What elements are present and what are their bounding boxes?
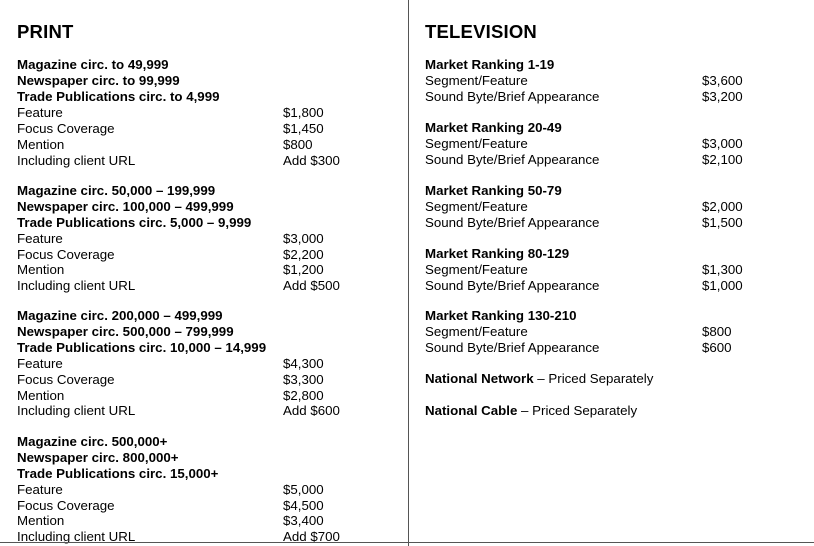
tier-header-magazine: Magazine circ. 200,000 – 499,999 — [17, 308, 223, 323]
item-label-mention: Mention — [17, 388, 65, 403]
item-price-focus-coverage: $2,200 — [283, 247, 324, 262]
ranking-title: Market Ranking 80-129 — [425, 246, 570, 261]
item-label-segment: Segment/Feature — [425, 136, 528, 151]
item-price-segment: $2,000 — [702, 199, 743, 214]
item-label-segment: Segment/Feature — [425, 73, 528, 88]
item-label-feature: Feature — [17, 482, 63, 497]
item-price-feature: $3,000 — [283, 231, 324, 246]
item-label-sound-byte: Sound Byte/Brief Appearance — [425, 215, 600, 230]
national-network-line — [425, 371, 653, 387]
item-price-segment: $800 — [702, 324, 732, 339]
item-price-sound-byte: $1,000 — [702, 278, 743, 293]
item-price-focus-coverage: $1,450 — [283, 121, 324, 136]
item-label-segment: Segment/Feature — [425, 324, 528, 339]
ranking-title: Market Ranking 20-49 — [425, 120, 562, 135]
national-network-name: National Network — [425, 371, 534, 386]
item-label-sound-byte: Sound Byte/Brief Appearance — [425, 152, 600, 167]
item-price-focus-coverage: $4,500 — [283, 498, 324, 513]
national-network-note: – Priced Separately — [533, 371, 654, 386]
item-label-mention: Mention — [17, 513, 65, 528]
ranking-title: Market Ranking 130-210 — [425, 308, 577, 323]
tier-header-trade: Trade Publications circ. to 4,999 — [17, 89, 220, 104]
item-label-feature: Feature — [17, 356, 63, 371]
national-cable-name: National Cable — [425, 403, 518, 418]
item-price-mention: $2,800 — [283, 388, 324, 403]
item-price-mention: $800 — [283, 137, 313, 152]
item-price-mention: $1,200 — [283, 262, 324, 277]
tier-header-trade: Trade Publications circ. 10,000 – 14,999 — [17, 340, 267, 355]
item-price-sound-byte: $2,100 — [702, 152, 743, 167]
item-label-focus-coverage: Focus Coverage — [17, 121, 115, 136]
tier-header-trade: Trade Publications circ. 15,000+ — [17, 466, 219, 481]
ranking-title: Market Ranking 1-19 — [425, 57, 555, 72]
item-label-segment: Segment/Feature — [425, 199, 528, 214]
item-label-sound-byte: Sound Byte/Brief Appearance — [425, 340, 600, 355]
item-label-client-url: Including client URL — [17, 153, 136, 168]
item-price-client-url: Add $700 — [283, 529, 340, 544]
item-price-mention: $3,400 — [283, 513, 324, 528]
item-label-mention: Mention — [17, 262, 65, 277]
tier-header-magazine: Magazine circ. 500,000+ — [17, 434, 168, 449]
item-price-client-url: Add $500 — [283, 278, 340, 293]
tier-header-newspaper: Newspaper circ. 100,000 – 499,999 — [17, 199, 234, 214]
item-label-mention: Mention — [17, 137, 65, 152]
tier-header-newspaper: Newspaper circ. 800,000+ — [17, 450, 179, 465]
item-label-feature: Feature — [17, 105, 63, 120]
tier-header-newspaper: Newspaper circ. 500,000 – 799,999 — [17, 324, 234, 339]
tier-header-trade: Trade Publications circ. 5,000 – 9,999 — [17, 215, 252, 230]
item-label-client-url: Including client URL — [17, 403, 136, 418]
national-cable-line — [425, 403, 637, 419]
item-price-sound-byte: $3,200 — [702, 89, 743, 104]
ranking-title: Market Ranking 50-79 — [425, 183, 562, 198]
print-title: PRINT — [17, 21, 74, 42]
television-column — [409, 0, 814, 546]
item-label-sound-byte: Sound Byte/Brief Appearance — [425, 278, 600, 293]
item-price-feature: $4,300 — [283, 356, 324, 371]
item-label-client-url: Including client URL — [17, 278, 136, 293]
item-price-feature: $5,000 — [283, 482, 324, 497]
item-price-sound-byte: $600 — [702, 340, 732, 355]
item-label-segment: Segment/Feature — [425, 262, 528, 277]
item-price-sound-byte: $1,500 — [702, 215, 743, 230]
national-cable-note: – Priced Separately — [517, 403, 638, 418]
item-label-focus-coverage: Focus Coverage — [17, 498, 115, 513]
tier-header-newspaper: Newspaper circ. to 99,999 — [17, 73, 180, 88]
item-price-client-url: Add $300 — [283, 153, 340, 168]
item-label-sound-byte: Sound Byte/Brief Appearance — [425, 89, 600, 104]
bottom-divider — [0, 542, 814, 543]
item-label-client-url: Including client URL — [17, 529, 136, 544]
item-price-client-url: Add $600 — [283, 403, 340, 418]
item-price-segment: $1,300 — [702, 262, 743, 277]
item-price-segment: $3,600 — [702, 73, 743, 88]
television-title: TELEVISION — [425, 21, 537, 42]
item-label-feature: Feature — [17, 231, 63, 246]
item-price-focus-coverage: $3,300 — [283, 372, 324, 387]
item-price-segment: $3,000 — [702, 136, 743, 151]
item-label-focus-coverage: Focus Coverage — [17, 372, 115, 387]
tier-header-magazine: Magazine circ. 50,000 – 199,999 — [17, 183, 216, 198]
item-price-feature: $1,800 — [283, 105, 324, 120]
item-label-focus-coverage: Focus Coverage — [17, 247, 115, 262]
tier-header-magazine: Magazine circ. to 49,999 — [17, 57, 169, 72]
